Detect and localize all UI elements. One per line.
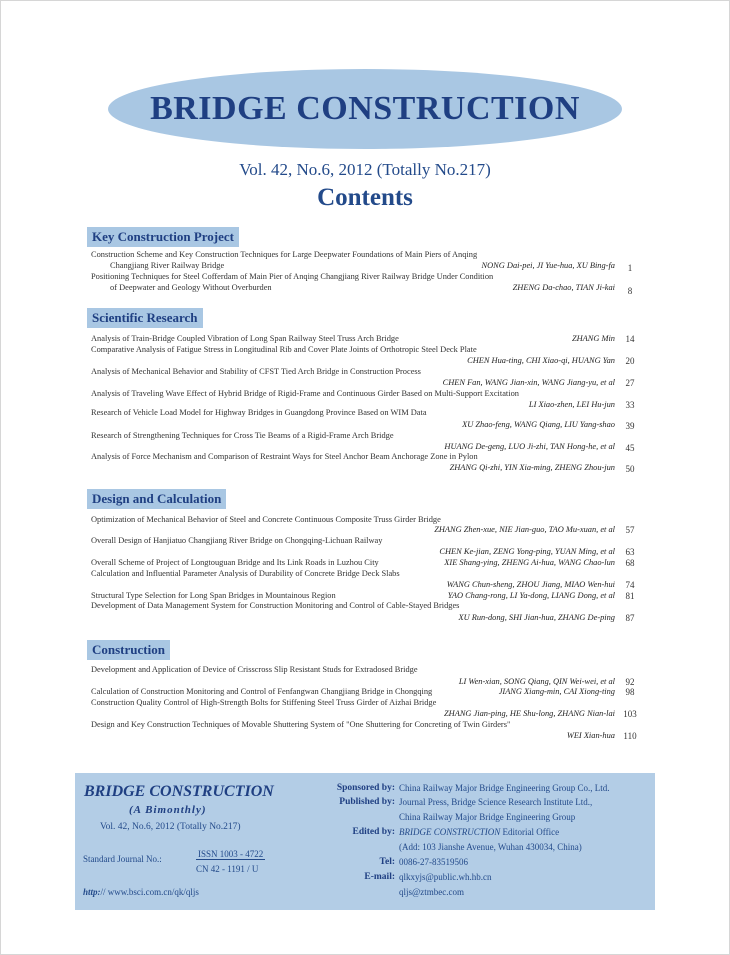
tel-value: 0086-27-83519506: [399, 857, 468, 867]
entry-page: 63: [625, 547, 635, 557]
entry-authors: ZHENG Da-chao, TIAN Ji-kai: [512, 283, 615, 292]
published-label: Published by:: [339, 797, 395, 807]
entry-page: 92: [625, 677, 635, 687]
journal-banner: [108, 69, 622, 149]
entry-authors: WEI Xian-hua: [566, 731, 615, 740]
entry-page: 81: [625, 591, 635, 601]
edited-office: Editorial Office: [500, 827, 560, 837]
entry-title: Optimization of Mechanical Behavior of Steel and Concrete Continuous Composite Truss Girder Bridge: [91, 515, 441, 524]
info-frequency: (A Bimonthly): [129, 804, 207, 816]
entry-title: Calculation and Influential Parameter Analysis of Durability of Concrete Bridge Deck Slabs: [91, 569, 400, 578]
sponsored-label: Sponsored by:: [336, 783, 395, 793]
entry-authors: XIE Shang-ying, ZHENG Ai-hua, WANG Chao-lun: [444, 558, 615, 567]
entry-authors: XU Zhao-feng, WANG Qiang, LIU Yang-shao: [462, 420, 615, 429]
entry-title-cont: of Deepwater and Geology Without Overburden: [110, 283, 272, 292]
entry-title: Development and Application of Device of Crisscross Slip Resistant Studs for Extradosed Bridge: [91, 665, 418, 674]
email-link-1[interactable]: qlkxyjs@public.wh.hb.cn: [399, 872, 492, 882]
entry-authors: WANG Chun-sheng, ZHOU Jiang, MIAO Wen-hui: [446, 580, 615, 589]
entry-authors: ZHANG Qi-zhi, YIN Xia-ming, ZHENG Zhou-jun: [449, 463, 615, 472]
section-heading: Design and Calculation: [87, 489, 226, 509]
entry-page: 87: [625, 613, 635, 623]
entry-page: 33: [625, 400, 635, 410]
entry-title: Analysis of Traveling Wave Effect of Hybrid Bridge of Rigid-Frame and Continuous Girder Based on Multi-Support Excitation: [91, 389, 519, 398]
entry-title: Construction Scheme and Key Construction Techniques for Large Deepwater Foundations of Main Piers of Anqing: [91, 250, 478, 259]
entry-authors: LI Wen-xian, SONG Qiang, QIN Wei-wei, et al: [458, 677, 615, 686]
entry-authors: CHEN Hua-ting, CHI Xiao-qi, HUANG Yan: [467, 356, 615, 365]
entry-title: Analysis of Mechanical Behavior and Stability of CFST Tied Arch Bridge in Construction Process: [91, 367, 421, 376]
section-heading: Scientific Research: [87, 308, 203, 328]
entry-authors: ZHANG Zhen-xue, NIE Jian-guo, TAO Mu-xuan, et al: [434, 525, 615, 534]
entry-page: 39: [625, 421, 635, 431]
entry-authors: LI Xiao-zhen, LEI Hu-jun: [528, 400, 615, 409]
entry-title: Research of Vehicle Load Model for Highway Bridges in Guangdong Province Based on WIM Data: [91, 408, 427, 417]
entry-title: Comparative Analysis of Fatigue Stress in Longitudinal Rib and Cover Plate Joints of Orthotropic Steel Deck Plate: [91, 345, 477, 354]
info-journal-name: BRIDGE CONSTRUCTION: [84, 783, 274, 800]
entry-page: 8: [627, 286, 633, 296]
office-address: (Add: 103 Jianshe Avenue, Wuhan 430034, China): [399, 842, 582, 852]
email-link-2[interactable]: qljs@ztmbec.com: [399, 887, 465, 897]
entry-authors: NONG Dai-pei, JI Yue-hua, XU Bing-fa: [481, 261, 615, 270]
section-heading: Construction: [87, 640, 170, 660]
published-value-cont: China Railway Major Bridge Engineering Group: [399, 812, 576, 822]
entry-page: 14: [625, 334, 635, 344]
url-rest: // www.bsci.com.cn/qk/qljs: [100, 887, 199, 897]
published-value: Journal Press, Bridge Science Research Institute Ltd.,: [399, 797, 593, 807]
entry-authors: JIANG Xiang-min, CAI Xiong-ting: [498, 687, 615, 696]
entry-authors: XU Run-dong, SHI Jian-hua, ZHANG De-ping: [458, 613, 615, 622]
entry-page: 27: [625, 378, 635, 388]
edited-label: Edited by:: [352, 827, 395, 837]
cn-number: CN 42 - 1191 / U: [196, 864, 259, 874]
url-prefix: http:: [83, 887, 101, 897]
edited-value: [399, 827, 559, 837]
entry-page: 57: [625, 525, 635, 535]
entry-title: Overall Scheme of Project of Longtouguan Bridge and Its Link Roads in Luzhou City: [91, 558, 379, 567]
entry-page: 74: [625, 580, 635, 590]
journal-title: BRIDGE CONSTRUCTION: [150, 90, 580, 127]
entry-page: 110: [623, 731, 637, 741]
entry-title: Positioning Techniques for Steel Cofferdam of Main Pier of Anqing Changjiang River Railway Bridge Under Condition: [91, 272, 494, 281]
sponsored-value: China Railway Major Bridge Engineering Group Co., Ltd.: [399, 783, 610, 793]
entry-title: Calculation of Construction Monitoring and Control of Fenfangwan Changjiang Bridge in Chongqing: [91, 687, 433, 696]
entry-title: Analysis of Force Mechanism and Comparison of Restraint Ways for Steel Anchor Beam Anchorage Zone in Pylon: [91, 452, 478, 461]
entry-title: Construction Quality Control of High-Strength Bolts for Stiffening Steel Truss Girder of Aizhai Bridge: [91, 698, 437, 707]
entry-title: Overall Design of Hanjiatuo Changjiang River Bridge on Chongqing-Lichuan Railway: [91, 536, 383, 545]
entry-page: 45: [625, 443, 635, 453]
entry-page: 50: [625, 464, 635, 474]
entry-authors: CHEN Ke-jian, ZENG Yong-ping, YUAN Ming, et al: [439, 547, 615, 556]
entry-authors: ZHANG Min: [571, 334, 615, 343]
issn-number: ISSN 1003 - 4722: [198, 849, 264, 859]
entry-authors: YAO Chang-rong, LI Ya-dong, LIANG Dong, et al: [447, 591, 615, 600]
entry-page: 103: [623, 709, 637, 719]
entry-title: Structural Type Selection for Long Span Bridges in Mountainous Region: [91, 591, 336, 600]
email-label: E-mail:: [364, 872, 395, 882]
entry-page: 1: [627, 263, 633, 273]
entry-title: Analysis of Train-Bridge Coupled Vibration of Long Span Railway Steel Truss Arch Bridge: [91, 334, 399, 343]
publication-info-box: [75, 773, 655, 910]
entry-title: Research of Strengthening Techniques for Cross Tie Beams of a Rigid-Frame Arch Bridge: [91, 431, 394, 440]
tel-label: Tel:: [379, 857, 395, 867]
entry-page: 98: [625, 687, 635, 697]
edited-journal: BRIDGE CONSTRUCTION: [399, 827, 501, 837]
entry-title: Design and Key Construction Techniques of Movable Shuttering System of "One Shuttering for Concreting of Twin Girders": [91, 720, 511, 729]
entry-authors: ZHANG Jian-ping, HE Shu-long, ZHANG Nian-lai: [444, 709, 615, 718]
entry-title-cont: Changjiang River Railway Bridge: [110, 261, 225, 270]
standard-journal-label: Standard Journal No.:: [83, 854, 162, 864]
volume-line: Vol. 42, No.6, 2012 (Totally No.217): [239, 160, 491, 179]
journal-url[interactable]: [83, 887, 199, 897]
entry-title: Development of Data Management System for Construction Monitoring and Control of Cable-Stayed Bridges: [91, 601, 460, 610]
entry-authors: CHEN Fan, WANG Jian-xin, WANG Jiang-yu, et al: [442, 378, 615, 387]
entry-page: 68: [625, 558, 635, 568]
entry-authors: HUANG De-geng, LUO Ji-zhi, TAN Hong-he, et al: [444, 442, 615, 451]
contents-heading: Contents: [317, 184, 413, 211]
section-heading: Key Construction Project: [87, 227, 239, 247]
info-volume: Vol. 42, No.6, 2012 (Totally No.217): [100, 822, 241, 832]
entry-page: 20: [625, 356, 635, 366]
